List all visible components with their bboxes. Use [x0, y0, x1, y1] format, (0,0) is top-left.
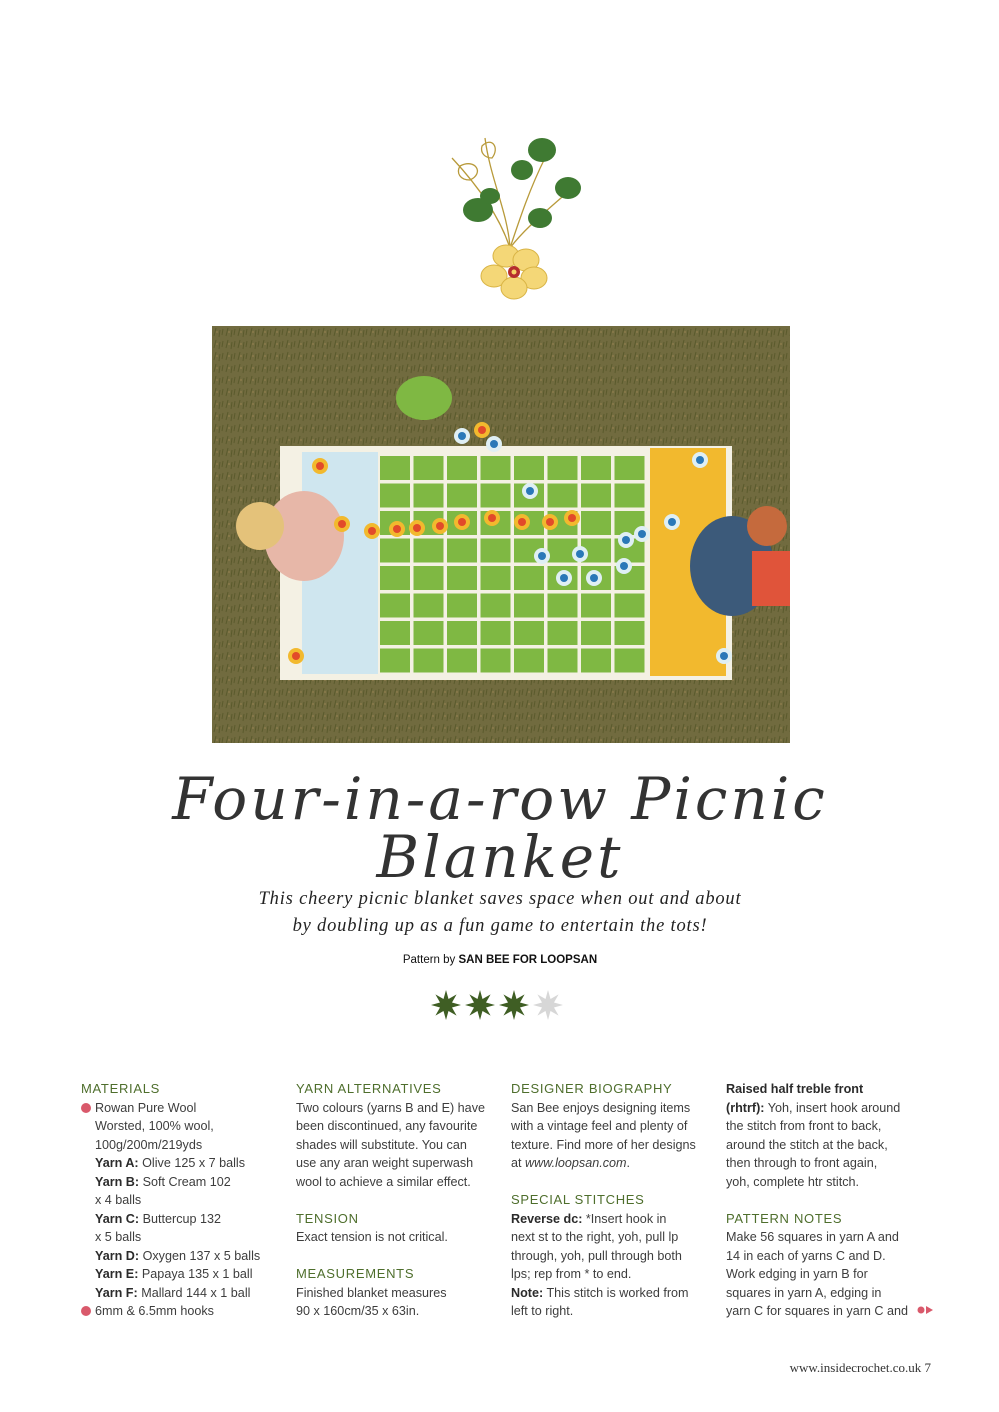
designer-heading: DESIGNER BIOGRAPHY — [511, 1081, 673, 1096]
blanket-square — [548, 484, 578, 508]
flower-piece — [288, 648, 304, 664]
intro-text — [150, 886, 850, 940]
yarn-list — [81, 1154, 286, 1302]
yarn-item: Yarn D: Oxygen 137 x 5 balls — [95, 1248, 261, 1263]
blanket-square — [581, 511, 611, 535]
flower-piece — [484, 510, 500, 526]
rating-star-filled-icon — [465, 990, 495, 1020]
special-stitches-heading: SPECIAL STITCHES — [511, 1192, 645, 1207]
text-line: Make 56 squares in yarn A and — [726, 1230, 899, 1244]
blanket-square — [414, 621, 444, 645]
materials-heading: MATERIALS — [81, 1081, 161, 1096]
note-label: Note: — [511, 1285, 544, 1300]
reverse-dc-line: next st to the right, yoh, pull lp — [511, 1230, 679, 1244]
blanket-square — [514, 649, 544, 673]
flower-piece — [432, 518, 448, 534]
pattern-notes-text — [726, 1228, 936, 1321]
flower-piece — [618, 532, 634, 548]
text-line: San Bee enjoys designing items — [511, 1100, 691, 1115]
yarn-alternatives-heading: YARN ALTERNATIVES — [296, 1081, 442, 1096]
pattern-credit — [300, 954, 700, 966]
flower-piece — [312, 458, 328, 474]
yarn-item: x 5 balls — [95, 1230, 142, 1244]
blanket-square — [380, 566, 410, 590]
reverse-dc-label: Reverse dc: — [511, 1211, 583, 1226]
text-line: wool to achieve a similar effect. — [296, 1174, 471, 1189]
blanket-square — [481, 566, 511, 590]
blanket-square — [380, 594, 410, 618]
text-line: Work edging in yarn B for — [726, 1267, 868, 1281]
blanket-square — [581, 484, 611, 508]
materials-line: Worsted, 100% wool, — [95, 1119, 214, 1133]
pattern-notes-heading: PATTERN NOTES — [726, 1210, 843, 1226]
blanket-square — [414, 484, 444, 508]
materials-line: 100g/200m/219yds — [95, 1137, 203, 1152]
yarn-item: Yarn C: Buttercup 132 — [95, 1211, 222, 1226]
blanket-square — [548, 594, 578, 618]
flower-piece — [534, 548, 550, 564]
blanket-square — [481, 539, 511, 563]
blanket-square — [615, 594, 645, 618]
flower-piece — [692, 452, 708, 468]
credit-prefix: Pattern by — [402, 954, 456, 966]
text-line: 14 in each of yarns C and D. — [726, 1248, 886, 1263]
blanket-square — [581, 456, 611, 480]
difficulty-rating — [430, 988, 570, 1022]
blanket-square — [447, 456, 477, 480]
page-number: 7 — [924, 1360, 931, 1375]
designer-column — [511, 1080, 716, 1321]
blanket-square — [380, 649, 410, 673]
blanket-square — [514, 594, 544, 618]
blanket-square — [447, 621, 477, 645]
flower-piece — [514, 514, 530, 530]
flower-piece — [634, 526, 650, 542]
blanket-square — [414, 456, 444, 480]
yarn-item: Yarn A: Olive 125 x 7 balls — [95, 1156, 246, 1170]
stitch-notes-column — [726, 1080, 936, 1321]
flower-piece — [542, 514, 558, 530]
yarn-item: Yarn B: Soft Cream 102 — [95, 1174, 231, 1189]
rhtrf-line: then through to front again, — [726, 1156, 878, 1170]
flower-piece — [486, 436, 502, 452]
flower-piece — [586, 570, 602, 586]
text-line: 90 x 160cm/35 x 63in. — [296, 1304, 420, 1318]
bullet-dot — [81, 1306, 91, 1316]
blanket-square — [548, 649, 578, 673]
rhtrf-line: around the stitch at the back, — [726, 1137, 888, 1152]
text-line: squares in yarn A, edging in — [726, 1285, 882, 1300]
flower-piece — [522, 483, 538, 499]
blanket-square — [380, 621, 410, 645]
alternatives-column — [296, 1080, 501, 1321]
blanket-square — [615, 456, 645, 480]
flower-piece — [556, 570, 572, 586]
flower-piece — [564, 510, 580, 526]
blanket-square — [447, 594, 477, 618]
footer-url[interactable]: www.insidecrochet.co.uk — [789, 1360, 922, 1375]
text-line: with a vintage feel and plenty of — [511, 1119, 688, 1133]
measurements-text — [296, 1284, 501, 1321]
note-line: left to right. — [511, 1304, 574, 1318]
blanket-square — [548, 621, 578, 645]
page-footer — [790, 1360, 931, 1376]
rhtrf-title: Raised half treble front — [726, 1082, 864, 1096]
rhtrf-line: yoh, complete htr stitch. — [726, 1174, 859, 1189]
designer-link[interactable]: www.loopsan.com — [525, 1156, 627, 1170]
continue-arrow-icon — [917, 1305, 935, 1315]
blanket-square — [615, 649, 645, 673]
bullet-dot — [81, 1103, 91, 1113]
blanket-square — [380, 539, 410, 563]
flower-piece — [409, 520, 425, 536]
yarn-item: Yarn E: Papaya 135 x 1 ball — [95, 1267, 253, 1281]
blanket-square — [414, 566, 444, 590]
flower-piece — [454, 428, 470, 444]
flower-piece — [572, 546, 588, 562]
text-line: shades will substitute. You can — [296, 1137, 467, 1152]
intro-line-2: by doubling up as a fun game to entertain the tots! — [292, 916, 708, 936]
text-line: Two colours (yarns B and E) have — [296, 1100, 485, 1115]
blanket-square — [581, 594, 611, 618]
blanket-square — [414, 539, 444, 563]
rating-star-filled-icon — [431, 990, 461, 1020]
blanket-square — [481, 484, 511, 508]
blanket-square — [481, 594, 511, 618]
blanket-square — [615, 484, 645, 508]
blanket-square — [481, 456, 511, 480]
blanket-square — [414, 649, 444, 673]
blanket-square — [414, 594, 444, 618]
blanket-square — [514, 456, 544, 480]
blanket-square — [380, 456, 410, 480]
flower-piece — [389, 521, 405, 537]
tension-heading: TENSION — [296, 1210, 359, 1226]
flower-piece — [616, 558, 632, 574]
flower-piece — [334, 516, 350, 532]
blanket-square — [514, 621, 544, 645]
flower-piece — [664, 514, 680, 530]
text-line: been discontinued, any favourite — [296, 1119, 478, 1133]
rating-star-filled-icon — [499, 990, 529, 1020]
reverse-dc-line: lps; rep from * to end. — [511, 1267, 632, 1281]
rhtrf-line: the stitch from front to back, — [726, 1119, 882, 1133]
blanket-square — [514, 566, 544, 590]
flower-piece — [716, 648, 732, 664]
tension-text: Exact tension is not critical. — [296, 1230, 448, 1244]
text-line: use any aran weight superwash — [296, 1156, 474, 1170]
blanket-square — [447, 649, 477, 673]
credit-name: SAN BEE FOR LOOPSAN — [458, 954, 598, 966]
materials-hooks: 6mm & 6.5mm hooks — [81, 1302, 286, 1321]
blanket-square — [481, 649, 511, 673]
blanket-photo — [212, 326, 790, 743]
text-line: texture. Find more of her designs — [511, 1137, 696, 1152]
reverse-dc-line: Reverse dc: *Insert hook in — [511, 1211, 667, 1226]
note-line: Note: This stitch is worked from — [511, 1285, 689, 1300]
rating-star-empty-icon — [533, 990, 563, 1020]
botanical-illustration — [430, 118, 590, 308]
materials-yarn-intro: Rowan Pure Wool — [81, 1099, 286, 1118]
blanket-square — [615, 621, 645, 645]
materials-column — [81, 1080, 286, 1321]
designer-link-line: at www.loopsan.com. — [511, 1156, 631, 1170]
measurements-heading: MEASUREMENTS — [296, 1266, 415, 1281]
reverse-dc-line: through, yoh, pull through both — [511, 1248, 682, 1263]
rhtrf-line: (rhtrf): Yoh, insert hook around — [726, 1100, 901, 1115]
page-title: Four-in-a-row Picnic Blanket — [172, 765, 828, 891]
blanket-square — [481, 621, 511, 645]
text-line: yarn C for squares in yarn C and — [726, 1304, 908, 1318]
designer-text — [511, 1099, 716, 1155]
text-line: Finished blanket measures — [296, 1285, 447, 1300]
yarn-item: x 4 balls — [95, 1193, 142, 1207]
blanket-square — [380, 484, 410, 508]
flower-piece — [364, 523, 380, 539]
yarn-item: Yarn F: Mallard 144 x 1 ball — [95, 1285, 251, 1300]
blanket-square — [581, 621, 611, 645]
blanket-square — [447, 566, 477, 590]
flower-piece — [474, 422, 490, 438]
intro-line-1: This cheery picnic blanket saves space when out and about — [258, 889, 742, 909]
flower-piece — [454, 514, 470, 530]
blanket-square — [447, 539, 477, 563]
blanket-square — [548, 456, 578, 480]
yarn-alternatives-text — [296, 1099, 501, 1192]
blanket-square — [447, 484, 477, 508]
blanket-square — [581, 649, 611, 673]
